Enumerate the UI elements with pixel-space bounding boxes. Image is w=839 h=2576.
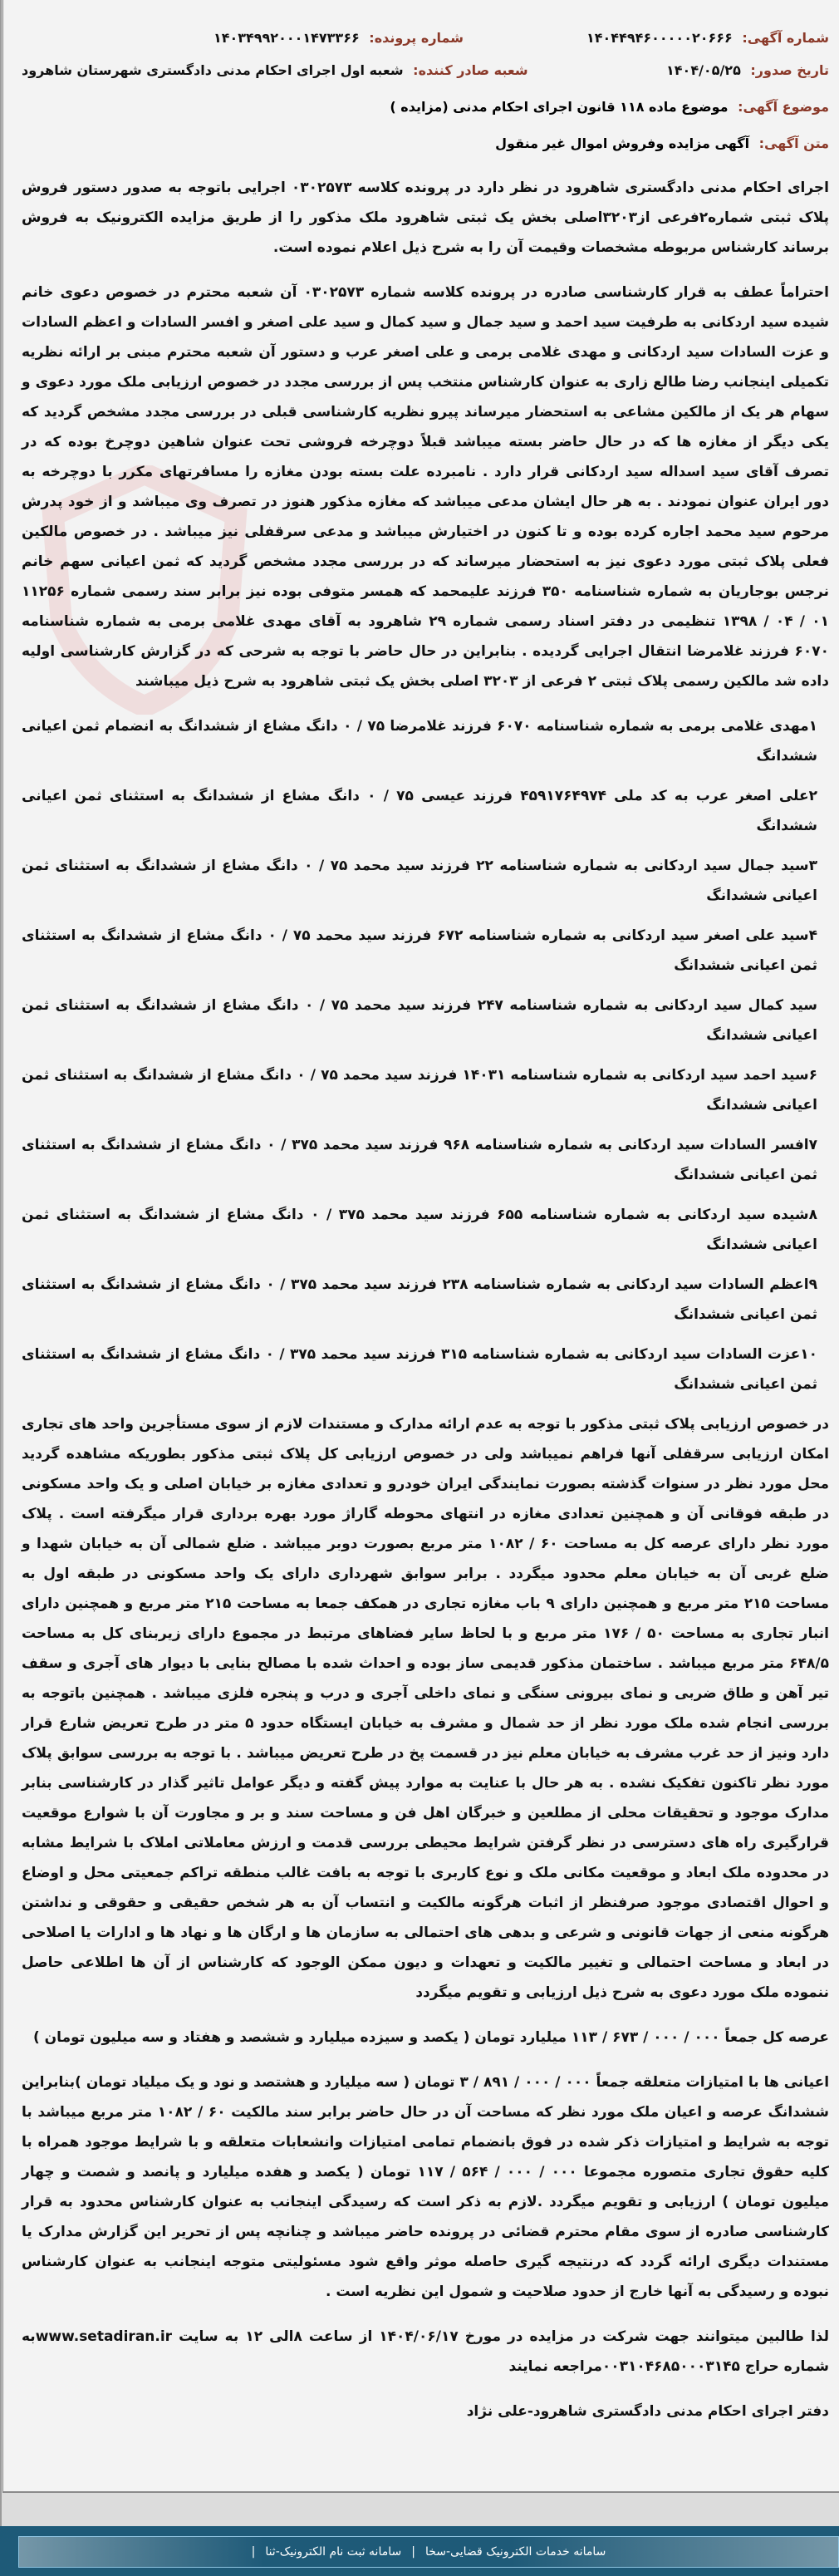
owner-item: ۳سید جمال سید اردکانی به شماره شناسنامه ۲۲ فرزند سید محمد ۷۵ / ۰ دانگ مشاع از ششدانگ به استثنای ثمن اعیانی ششدانگ <box>22 858 818 904</box>
ad-number-label: شماره آگهی: <box>742 30 829 46</box>
footer-link-sakha[interactable]: سامانه خدمات الکترونیک قضایی-سخا <box>424 2545 606 2559</box>
signature: دفتر اجرای احکام مدنی دادگستری شاهرود-علی نژاد <box>466 2403 829 2420</box>
file-number-label: شماره پرونده: <box>369 30 464 46</box>
owner-item: ۱مهدی غلامی برمی به شماره شناسنامه ۶۰۷۰ فرزند غلامرضا ۷۵ / ۰ دانگ مشاع از ششدانگ به انضمام ثمن اعیانی ششدانگ <box>22 718 817 764</box>
issue-date: ۱۴۰۴/۰۵/۲۵ <box>666 62 741 78</box>
owner-item: ۷افسر السادات سید اردکانی به شماره شناسنامه ۹۶۸ فرزند سید محمد ۳۷۵ / ۰ دانگ مشاع از ششدانگ به استثنای ثمن اعیانی ششدانگ <box>22 1137 818 1183</box>
subject-row <box>22 95 829 120</box>
file-number-row <box>213 30 464 46</box>
text-title-row <box>22 131 829 156</box>
evaluation-paragraph: در خصوص ارزیابی پلاک ثبتی مذکور با توجه به عدم ارائه مدارک و مستندات لازم از سوی مستأجرین واحد های تجاری امکان ارزیابی سرقفلی آنها فراهم نمیباشد ولی در خصوص ارزیابی کل پلاک ثبتی مذکور بطوریکه مشاهده گردید محل مورد نظر در سنوات گذشته بصورت نمایندگی ایران خودرو و تعدادی مغازه بر خیابان اصلی و یک واحد مسکونی در طبقه فوقانی آن و همچنین تعدادی مغازه در انتهای محوطه گاراژ مورد بهره برداری قرار میگرفته است . پلاک مورد نظر دارای عرصه کل به مساحت ۶۰ / ۱۰۸۲ متر مربع بصورت دوبر میباشد . ضلع شمالی آن به خیابان شهدا و ضلع غربی آن به خیابان معلم محدود میگردد . برابر سوابق شهرداری دارای یک واحد مسکونی در طبقه اول به مساحت ۲۱۵ متر مربع و همچنین دارای ۹ باب مغازه تجاری در همکف جمعا به مساحت ۲۱۵ متر مربع و همچنین دارای انبار تجاری به مساحت ۵۰ / ۱۷۶ متر مربع و با لحاظ سایر فضاهای مرتبط در مجموع دارای زیربنای کل به مساحت ۶۴۸/۵ متر مربع میباشد . ساختمان مذکور قدیمی ساز بوده و احداث شده با مصالح بنایی با دیوار های آجری و سقف تیر آهن و طاق ضربی و نمای بیرونی سنگی و نمای داخلی آجری و درب و پنجره فلزی میباشد . همچنین باتوجه به بررسی انجام شده ملک مورد نظر از حد شمال و مشرف به خیابان ایستگاه حدود ۵ متر در طرح تعریض شارع قرار دارد ونیز از حد غرب مشرف به خیابان معلم نیز در قسمت پخ در طرح تعریض میباشد . با توجه به بررسی سوابق پلاک مورد نظر تاکنون تفکیک نشده . به هر حال با عنایت به موارد پیش گفته و دیگر عوامل تاثیر گذار در کارشناسی بنابر مدارک موجود و تحقیقات محلی از مطلعین و خبرگان اهل فن و مساحت سند و بر و مجاورت آن با شوارع موقعیت قرارگیری راه های دسترسی در نظر گرفتن شرایط محیطی بررسی قدمت و ارزش معاملاتی املاک با شرایط مشابه در محدوده ملک ابعاد و موقعیت مکانی ملک و نوع کاربری با توجه به بافت غالب منطقه تراکم جمعیتی محل و اوضاع و احوال اقتصادی موجود صرفنظر از اثبات هرگونه مالکیت و انتساب آن به هر شخص حقیقی و حقوقی و نداشتن هرگونه منعی از جهات قانونی و شرعی و بدهی های احتمالی به سازمان ها و ارگان ها و نهاد ها و ادارات یا اصلاحی در ابعاد و مساحت احتمالی و تغییر مالکیت و تعهدات و دیون ممکن الوجود که کارشناس از آن ها اطلاعی حاصل ننموده ملک مورد دعوی به شرح ذیل ارزیابی و تقویم میگردد <box>22 1416 830 2001</box>
footer-separator: | <box>411 2545 415 2559</box>
panel-gap <box>0 2493 839 2526</box>
issue-date-label: تاریخ صدور: <box>750 62 829 78</box>
branch-row <box>22 62 528 78</box>
buildings-paragraph: اعیانی ها با امتیازات متعلقه جمعاً ۰۰۰ / ۰۰۰ / ۸۹۱ / ۳ تومان ( سه میلیارد و هشتصد و نود و یک میلیاد تومان )بنابراین ششدانگ عرصه و اعیان ملک مورد نظر که مساحت آن در حال حاضر برابر سند مالکیت ۶۰ / ۱۰۸۲ متر مربع میباشد با توجه به شرایط و امتیازات ذکر شده در فوق بانضمام تمامی امتیازات وانشعابات متعلقه و با شرایط موجود همراه با کلیه حقوق تجاری متصوره مجموعا ۰۰۰ / ۰۰۰ / ۵۶۴ / ۱۱۷ تومان ( یکصد و هفده میلیارد و پانصد و شصت و چهار میلیون تومان ) ارزیابی و تقویم میگردد .لازم به ذکر است که رسیدگی اینجانب به عنوان کارشناس محدود به قرار کارشناسی صادره از سوی مقام محترم قضائی در پرونده حاضر میباشد و چنانچه پس از تحریر این گزارش مدارک یا مستندات دیگری ارائه گردد که درنتیجه گیری حاصله موثر واقع شود مسئولیتی متوجه اینجانب به عنوان کارشناس نبوده و رسیدگی به آنها خارج از حدود صلاحیت و شمول این نظریه است . <box>22 2074 830 2300</box>
meta-row-2 <box>22 62 829 78</box>
notice-body <box>22 173 829 2426</box>
footer-separator: | <box>251 2545 256 2559</box>
owner-item: ۴سید علی اصغر سید اردکانی به شماره شناسنامه ۶۷۲ فرزند سید محمد ۷۵ / ۰ دانگ مشاع از ششدانگ به استثنای ثمن اعیانی ششدانگ <box>22 927 817 974</box>
footer-link-sana[interactable]: سامانه ثبت نام الکترونیک-ثنا <box>265 2545 402 2559</box>
notice-panel <box>2 0 839 2493</box>
owner-item: ۹اعظم السادات سید اردکانی به شماره شناسنامه ۲۳۸ فرزند سید محمد ۳۷۵ / ۰ دانگ مشاع از ششدانگ به استثنای ثمن اعیانی ششدانگ <box>22 1276 818 1323</box>
owner-item: ۲علی اصغر عرب به کد ملی ۴۵۹۱۷۶۴۹۷۴ فرزند عیسی ۷۵ / ۰ دانگ مشاع از ششدانگ به استثنای ثمن اعیانی ششدانگ <box>22 788 817 834</box>
text-label: متن آگهی: <box>758 135 829 151</box>
text-title: آگهی مزایده وفروش اموال غیر منقول <box>495 135 750 151</box>
meta-row-1 <box>22 30 829 46</box>
footer-bar <box>0 2526 839 2576</box>
branch: شعبه اول اجرای احکام مدنی دادگستری شهرستان شاهرود <box>22 62 404 78</box>
subject-label: موضوع آگهی: <box>738 99 829 115</box>
subject: موضوع ماده ۱۱۸ قانون اجرای احکام مدنی (مزایده ) <box>390 99 729 115</box>
intro-paragraph: اجرای احکام مدنی دادگستری شاهرود در نظر دارد در پرونده کلاسه ۰۳۰۲۵۷۳ اجرایی باتوجه به صدور دستور فروش پلاک ثبتی شماره۲فرعی از۳۲۰۳اصلی بخش یک ثبتی شاهرود ملک مذکور را از طریق مزایده الکترونیک به فروش برساند کارشناس مربوطه مشخصات وقیمت آن را به شرح ذیل اعلام نموده است. <box>22 179 830 256</box>
footer-links <box>18 2536 839 2568</box>
ad-number: ۱۴۰۴۴۹۴۶۰۰۰۰۰۲۰۶۶۶ <box>586 30 733 46</box>
owner-item: ۶سید احمد سید اردکانی به شماره شناسنامه ۱۴۰۳۱ فرزند سید محمد ۷۵ / ۰ دانگ مشاع از ششدانگ به استثنای ثمن اعیانی ششدانگ <box>22 1067 818 1113</box>
window-edge <box>0 0 2 2576</box>
owner-item: سید کمال سید اردکانی به شماره شناسنامه ۲۴۷ فرزند سید محمد ۷۵ / ۰ دانگ مشاع از ششدانگ به استثنای ثمن اعیانی ششدانگ <box>22 997 818 1044</box>
participation-paragraph: لذا طالبین میتوانند جهت شرکت در مزایده در مورخ ۱۴۰۴/۰۶/۱۷ از ساعت ۸الی ۱۲ به سایت www.setadiran.irبه شماره حراج ۱۴۵‏۰۰۰۳‏۶۸۵‏۱۰۴‏۰۰۳مراجعه نمایند <box>22 2328 829 2375</box>
owner-item: ۸شیده سید اردکانی به شماره شناسنامه ۶۵۵ فرزند سید محمد ۳۷۵ / ۰ دانگ مشاع از ششدانگ به استثنای ثمن اعیانی ششدانگ <box>22 1207 818 1253</box>
land-total: عرصه کل جمعاً ۰۰۰ / ۰۰۰ / ۶۷۳ / ۱۱۳ میلیارد تومان ( یکصد و سیزده میلیارد و ششصد و هفتاد و سه میلیون تومان ) <box>32 2029 829 2046</box>
file-number: ۱۴۰۳۴۹۹۲۰۰۰۱۴۷۳۳۶۶ <box>213 30 360 46</box>
branch-label: شعبه صادر کننده: <box>413 62 528 78</box>
ad-number-row <box>464 30 829 46</box>
report-paragraph: احتراماً عطف به قرار کارشناسی صادره در پرونده کلاسه شماره ۰۳۰۲۵۷۳ آن شعبه محترم در خصوص دعوی خانم شیده سید اردکانی به طرفیت سید احمد و سید جمال و سید کمال و سید علی اصغر و افسر السادات و اعظم السادات و عزت السادات سید اردکانی و مهدی غلامی برمی و علی اصغر عرب و دستور آن شعبه محترم مبنی بر ارائه نظریه تکمیلی اینجانب رضا طالع زاری به عنوان کارشناس منتخب پس از بررسی مجدد در خصوص ارزیابی ملک مورد دعوی و سهام هر یک از مالکین مشاعی به استحضار میرساند پیرو نظریه کارشناسی قبلی در بررسی مجدد مشخص گردید که یکی دیگر از مغازه ها که در حال حاضر بسته میباشد قبلاً دوچرخه فروشی تحت عنوان شاهین دوچرخ بوده که در تصرف آقای سید اسداله سید اردکانی قرار دارد . نامبرده علت بسته بودن مغازه را مسافرتهای مکرر با دوچرخه به دور ایران عنوان نمودند . به هر حال ایشان مدعی میباشد که مغازه مذکور هنوز در تصرف وی میباشد و از خود پدرش مرحوم سید محمد اجاره کرده بوده و تا کنون در اختیارش میباشد و مدعی سرقفلی نیز میباشد . در خصوص مالکین فعلی پلاک ثبتی مورد دعوی نیز به استحضار میرساند که در بررسی مجدد مشخص گردید که ثمن اعیانی سهم خانم نرجس بوجاریان به شماره شناسنامه ۳۵۰ فرزند علیمحمد که همسر متوفی بوده نیز برابر سند رسمی شماره ۱۱۲۵۶ ۰۱ / ۰۴ / ۱۳۹۸ تنظیمی در دفتر اسناد رسمی شماره ۲۹ شاهرود به آقای مهدی غلامی برمی به شماره شناسنامه ۶۰۷۰ فرزند غلامرضا انتقال اجرایی گردیده . بنابراین در حال حاضر با توجه به شرحی که در گزارش کارشناسی اولیه داده شد مالکین رسمی پلاک ثبتی ۲ فرعی از ۳۲۰۳ اصلی بخش یک ثبتی شاهرود به شرح ذیل میباشند <box>22 284 830 690</box>
owner-item: ۱۰عزت السادات سید اردکانی به شماره شناسنامه ۳۱۵ فرزند سید محمد ۳۷۵ / ۰ دانگ مشاع از ششدانگ به استثنای ثمن اعیانی ششدانگ <box>22 1346 818 1393</box>
issue-date-row <box>528 62 829 78</box>
